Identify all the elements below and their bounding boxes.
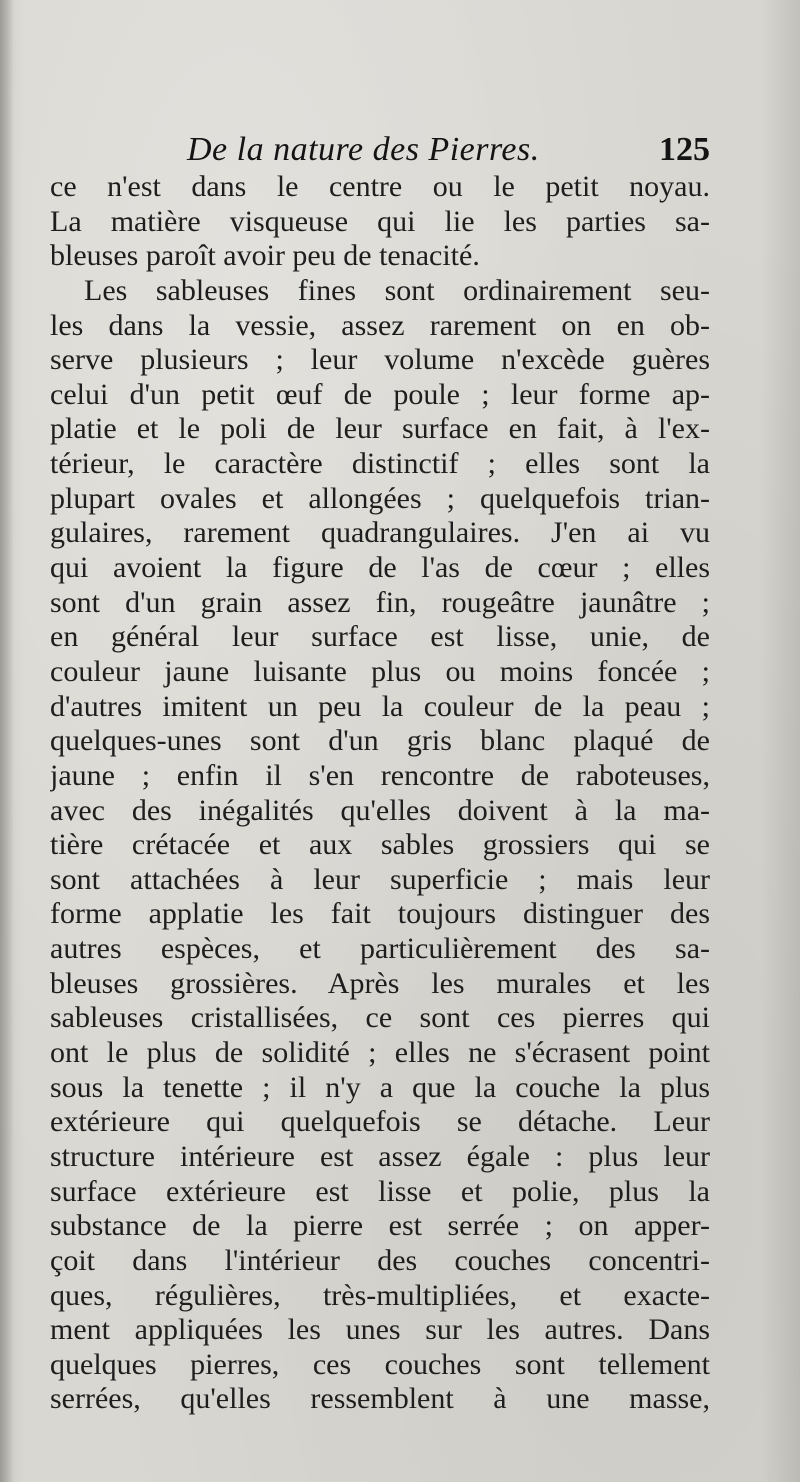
text-line: çoit dans l'intérieur des couches concentri- [50,1243,710,1277]
text-line: jaune ; enfin il s'en rencontre de raboteuses, [50,758,710,792]
text-line: bleuses paroît avoir peu de tenacité. [50,239,480,273]
text-line: serrées, qu'elles ressemblent à une masse, [50,1382,710,1416]
text-line: La matière visqueuse qui lie les parties sa- [50,204,710,238]
page-number: 125 [659,131,710,168]
running-title: De la nature des Pierres. [187,131,540,168]
text-line: quelques-unes sont d'un gris blanc plaqué de [50,724,710,758]
page-edge-shadow [0,0,14,1482]
text-line: ont le plus de solidité ; elles ne s'écrasent point [50,1036,710,1070]
text-line: ques, régulières, très-multipliées, et exacte- [50,1278,710,1312]
body-text [50,170,710,1417]
text-line: avec des inégalités qu'elles doivent à la ma- [50,793,710,827]
text-line: autres espèces, et particulièrement des sa- [50,932,710,966]
text-line: celui d'un petit œuf de poule ; leur forme ap- [50,377,710,411]
text-line: Les sableuses fines sont ordinairement seu- [84,273,710,307]
text-line: ce n'est dans le centre ou le petit noyau. [50,170,710,203]
text-line: sont d'un grain assez fin, rougeâtre jaunâtre ; [50,585,710,619]
text-line: en général leur surface est lisse, unie, de [50,620,710,654]
text-line: sont attachées à leur superficie ; mais leur [50,862,710,896]
text-line: plupart ovales et allongées ; quelquefois trian- [50,481,710,515]
text-line: forme applatie les fait toujours distinguer des [50,897,710,931]
text-line: structure intérieure est assez égale : plus leur [50,1139,710,1173]
text-line: bleuses grossières. Après les murales et les [50,966,710,1000]
text-line: surface extérieure est lisse et polie, plus la [50,1174,710,1208]
text-line: tière crétacée et aux sables grossiers qui se [50,828,710,862]
text-line: platie et le poli de leur surface en fait, à l'ex- [50,412,710,446]
text-line: térieur, le caractère distinctif ; elles sont la [50,447,710,481]
text-line: sous la tenette ; il n'y a que la couche la plus [50,1070,710,1104]
text-line: quelques pierres, ces couches sont tellement [50,1347,710,1381]
text-line: d'autres imitent un peu la couleur de la peau ; [50,689,710,723]
text-line: substance de la pierre est serrée ; on apper- [50,1209,710,1243]
text-line: les dans la vessie, assez rarement on en ob- [50,308,710,342]
text-line: sableuses cristallisées, ce sont ces pierres qui [50,1001,710,1035]
running-head [50,128,710,172]
text-line: serve plusieurs ; leur volume n'excède guères [50,343,710,377]
text-line: ment appliquées les unes sur les autres. Dans [50,1313,710,1347]
text-line: qui avoient la figure de l'as de cœur ; elles [50,551,710,585]
text-line: extérieure qui quelquefois se détache. Leur [50,1105,710,1139]
text-line: gulaires, rarement quadrangulaires. J'en ai vu [50,516,710,550]
text-line: couleur jaune luisante plus ou moins foncée ; [50,654,710,688]
